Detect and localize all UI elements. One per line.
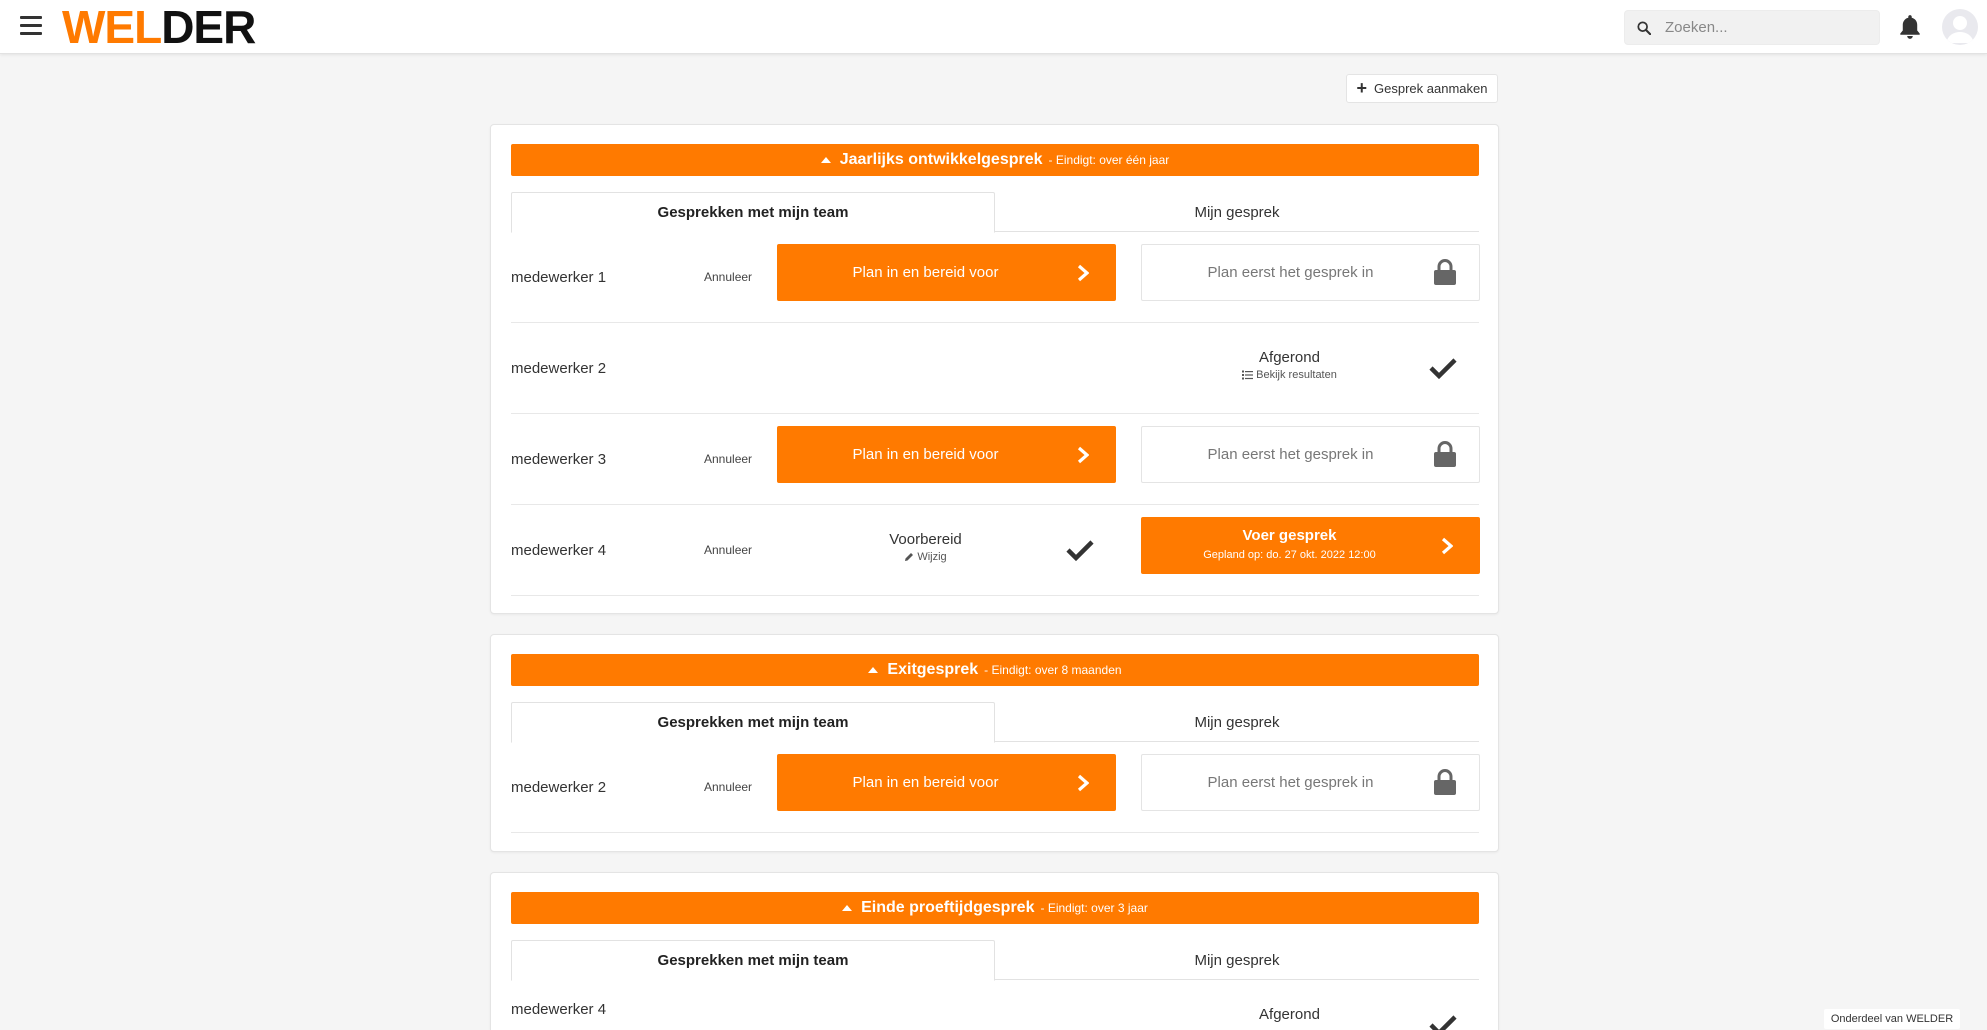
tab-team-conversations[interactable]: Gesprekken met mijn team: [511, 702, 995, 743]
lock-icon: [1433, 259, 1457, 286]
search-input[interactable]: [1665, 11, 1875, 44]
pencil-icon: [904, 552, 914, 562]
card-header[interactable]: Jaarlijks ontwikkelgesprek - Eindigt: over één jaar: [511, 144, 1479, 176]
table-row: medewerker 4 Afgerond: [511, 980, 1479, 1030]
card-einde-proeftijdgesprek: [490, 872, 1499, 1030]
view-results-link[interactable]: Bekijk resultaten: [1141, 369, 1438, 381]
table-row: medewerker 2 Annuleer Plan in en bereid voor Plan eerst het gesprek in: [511, 742, 1479, 833]
chevron-right-icon: [1441, 537, 1453, 555]
conduct-conversation-button[interactable]: Voer gesprek Gepland op: do. 27 okt. 2022 12:00: [1141, 517, 1480, 574]
plan-prepare-button[interactable]: Plan in en bereid voor: [777, 426, 1116, 483]
check-icon: [1065, 538, 1095, 562]
caret-up-icon: [868, 667, 878, 673]
status-done: Afgerond Bekijk resultaten: [1141, 349, 1438, 381]
chevron-right-icon: [1077, 774, 1089, 792]
search-icon: [1637, 21, 1651, 35]
tab-team-conversations[interactable]: Gesprekken met mijn team: [511, 192, 995, 233]
caret-up-icon: [842, 905, 852, 911]
card-header[interactable]: Exitgesprek - Eindigt: over 8 maanden: [511, 654, 1479, 686]
tab-my-conversation[interactable]: Mijn gesprek: [1194, 203, 1280, 221]
cancel-link[interactable]: Annuleer: [704, 543, 753, 557]
plus-icon: +: [1356, 77, 1368, 98]
chevron-right-icon: [1077, 446, 1089, 464]
top-bar: [0, 0, 1987, 54]
edit-link[interactable]: Wijzig: [777, 551, 1074, 563]
lock-icon: [1433, 769, 1457, 796]
check-icon: [1428, 1013, 1458, 1030]
menu-icon[interactable]: [20, 16, 42, 36]
caret-up-icon: [821, 157, 831, 163]
list-icon: [1242, 370, 1253, 380]
footer-badge: Onderdeel van WELDER: [1824, 1009, 1960, 1029]
locked-plan-first: Plan eerst het gesprek in: [1141, 244, 1480, 301]
locked-plan-first: Plan eerst het gesprek in: [1141, 426, 1480, 483]
cancel-link[interactable]: Annuleer: [704, 780, 753, 794]
welder-logo[interactable]: WELDER: [62, 1, 256, 53]
tab-bar: [511, 192, 1479, 232]
card-jaarlijks-ontwikkelgesprek: [490, 124, 1499, 614]
cancel-link[interactable]: Annuleer: [704, 270, 753, 284]
tab-my-conversation[interactable]: Mijn gesprek: [1194, 713, 1280, 731]
tab-my-conversation[interactable]: Mijn gesprek: [1194, 951, 1280, 969]
user-icon: [1942, 9, 1978, 45]
table-row: medewerker 2 Afgerond Bekijk resultaten: [511, 323, 1479, 414]
notification-bell-icon[interactable]: [1897, 13, 1923, 41]
card-header[interactable]: Einde proeftijdgesprek - Eindigt: over 3 jaar: [511, 892, 1479, 924]
plan-prepare-button[interactable]: Plan in en bereid voor: [777, 754, 1116, 811]
search-box: [1624, 10, 1880, 45]
table-row: medewerker 1 Annuleer Plan in en bereid voor Plan eerst het gesprek in: [511, 232, 1479, 323]
create-conversation-button[interactable]: + Gesprek aanmaken: [1346, 74, 1498, 103]
locked-plan-first: Plan eerst het gesprek in: [1141, 754, 1480, 811]
chevron-right-icon: [1077, 264, 1089, 282]
card-exitgesprek: [490, 634, 1499, 852]
lock-icon: [1433, 441, 1457, 468]
status-done: Afgerond: [1259, 1006, 1320, 1023]
cancel-link[interactable]: Annuleer: [704, 452, 753, 466]
check-icon: [1428, 356, 1458, 380]
tab-bar: [511, 702, 1479, 742]
tab-team-conversations[interactable]: Gesprekken met mijn team: [511, 940, 995, 981]
table-row: medewerker 4 Annuleer Voorbereid Wijzig Voer gesprek Gepland op: do. 27 okt. 2022 12:00: [511, 505, 1479, 596]
status-prepared: Voorbereid Wijzig: [777, 531, 1074, 563]
user-avatar[interactable]: [1942, 9, 1978, 45]
tab-bar: [511, 940, 1479, 980]
plan-prepare-button[interactable]: Plan in en bereid voor: [777, 244, 1116, 301]
table-row: medewerker 3 Annuleer Plan in en bereid voor Plan eerst het gesprek in: [511, 414, 1479, 505]
